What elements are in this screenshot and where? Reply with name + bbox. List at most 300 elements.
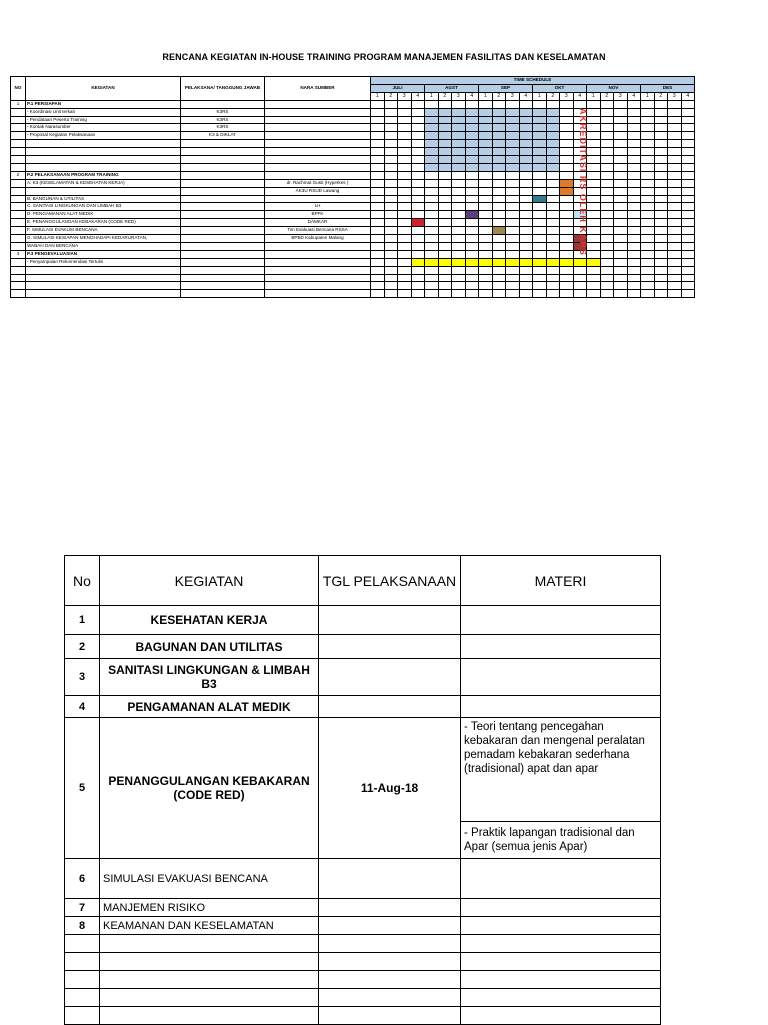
schedule-cell: [479, 235, 493, 243]
schedule-cell: [371, 282, 385, 290]
schedule-cell: [506, 258, 520, 266]
schedule-cell: [438, 195, 452, 203]
materi-row-materi: [461, 635, 661, 659]
section-row: [11, 100, 695, 108]
schedule-cell: [519, 156, 533, 164]
schedule-cell: [533, 100, 547, 108]
schedule-cell: [600, 203, 614, 211]
schedule-cell: [479, 195, 493, 203]
schedule-cell: [411, 235, 425, 243]
week-number: 2: [492, 92, 506, 100]
schedule-cell: [654, 250, 668, 258]
schedule-cell: [371, 100, 385, 108]
schedule-cell: [425, 203, 439, 211]
schedule-cell: [425, 282, 439, 290]
schedule-cell: [425, 258, 439, 266]
schedule-cell: [384, 108, 398, 116]
schedule-cell: [438, 274, 452, 282]
materi-row-materi: [461, 718, 661, 859]
row-kegiatan: - Kontak Narasumber: [26, 124, 181, 132]
materi-row-kegiatan: PENGAMANAN ALAT MEDIK: [100, 696, 319, 718]
schedule-cell: [560, 116, 574, 124]
schedule-cell: [614, 274, 628, 282]
schedule-cell: [546, 148, 560, 156]
schedule-cell: [668, 250, 682, 258]
row-pelaksana: [181, 203, 265, 211]
schedule-cell: [384, 140, 398, 148]
schedule-cell: [668, 108, 682, 116]
schedule-cell: [465, 140, 479, 148]
schedule-cell: [465, 227, 479, 235]
schedule-cell: [384, 250, 398, 258]
schedule-cell: [546, 211, 560, 219]
row-no: [11, 148, 26, 156]
schedule-cell: [384, 282, 398, 290]
schedule-cell: [465, 116, 479, 124]
schedule-cell: [627, 124, 641, 132]
schedule-cell: [681, 242, 695, 250]
schedule-cell: [533, 140, 547, 148]
schedule-cell: [627, 266, 641, 274]
schedule-cell: [452, 179, 466, 187]
schedule-cell: [668, 227, 682, 235]
schedule-cell: [479, 140, 493, 148]
section-row: [11, 171, 695, 179]
schedule-cell: [492, 219, 506, 227]
schedule-cell: [560, 242, 574, 250]
table-row: [11, 163, 695, 171]
row-kegiatan: P.1 PERSIAPAN: [26, 100, 181, 108]
schedule-cell: [614, 266, 628, 274]
schedule-cell: [371, 235, 385, 243]
schedule-cell: [411, 258, 425, 266]
schedule-cell: [519, 124, 533, 132]
schedule-cell: [560, 235, 574, 243]
week-number: 1: [587, 92, 601, 100]
schedule-cell: [384, 227, 398, 235]
schedule-cell: [668, 140, 682, 148]
schedule-cell: [668, 195, 682, 203]
schedule-cell: [411, 116, 425, 124]
schedule-cell: [627, 274, 641, 282]
schedule-cell: [519, 282, 533, 290]
schedule-cell: [438, 116, 452, 124]
row-no: [11, 179, 26, 187]
row-pelaksana: [181, 235, 265, 243]
schedule-cell: [492, 163, 506, 171]
schedule-cell: [600, 195, 614, 203]
schedule-cell: [452, 163, 466, 171]
schedule-cell: [654, 163, 668, 171]
schedule-cell: [398, 290, 412, 298]
schedule-cell: [614, 250, 628, 258]
schedule-cell: [546, 124, 560, 132]
schedule-cell: [384, 100, 398, 108]
row-no: [11, 219, 26, 227]
schedule-cell: [398, 266, 412, 274]
schedule-cell: [384, 235, 398, 243]
schedule-cell: [519, 227, 533, 235]
table-row: [65, 971, 661, 989]
schedule-cell: [438, 108, 452, 116]
schedule-cell: [614, 179, 628, 187]
row-nara-sumber: DAMKAR: [265, 219, 371, 227]
schedule-cell: [654, 290, 668, 298]
schedule-cell: [654, 156, 668, 164]
schedule-cell: [627, 140, 641, 148]
schedule-cell: [668, 171, 682, 179]
materi-row-tgl: [319, 859, 461, 899]
schedule-cell: [411, 179, 425, 187]
table-row: [65, 696, 661, 718]
schedule-cell: [533, 290, 547, 298]
schedule-cell: [641, 171, 655, 179]
schedule-cell: [465, 163, 479, 171]
schedule-cell: [668, 211, 682, 219]
materi-header-materi: MATERI: [461, 556, 661, 606]
schedule-cell: [384, 116, 398, 124]
materi-row-no: [65, 935, 100, 953]
schedule-cell: [506, 250, 520, 258]
schedule-cell: [519, 100, 533, 108]
schedule-cell: [641, 163, 655, 171]
schedule-cell: [614, 132, 628, 140]
materi-row-kegiatan: [100, 1007, 319, 1025]
schedule-cell: [384, 132, 398, 140]
schedule-cell: [546, 242, 560, 250]
schedule-cell: [614, 258, 628, 266]
schedule-cell: [627, 195, 641, 203]
schedule-cell: [641, 282, 655, 290]
schedule-cell: [371, 108, 385, 116]
schedule-cell: [398, 108, 412, 116]
materi-row-materi: [461, 606, 661, 635]
schedule-cell: [492, 156, 506, 164]
row-no: [11, 116, 26, 124]
schedule-cell: [371, 124, 385, 132]
row-nara-sumber: [265, 132, 371, 140]
schedule-cell: [384, 187, 398, 195]
schedule-cell: [506, 148, 520, 156]
row-no: 2: [11, 171, 26, 179]
schedule-cell: [641, 148, 655, 156]
document-title: RENCANA KEGIATAN IN-HOUSE TRAINING PROGRAM MANAJEMEN FASILITAS DAN KESELAMATAN: [162, 52, 606, 62]
row-nara-sumber: [265, 258, 371, 266]
schedule-cell: [546, 132, 560, 140]
schedule-cell: [506, 171, 520, 179]
table-row: [11, 148, 695, 156]
schedule-cell: [465, 203, 479, 211]
schedule-cell: [668, 274, 682, 282]
schedule-cell: [533, 227, 547, 235]
schedule-cell: [438, 156, 452, 164]
row-kegiatan: - Pendataan Peserta Training: [26, 116, 181, 124]
schedule-cell: [492, 124, 506, 132]
schedule-cell: [425, 235, 439, 243]
schedule-cell: [614, 148, 628, 156]
row-no: [11, 156, 26, 164]
table-row: [65, 859, 661, 899]
schedule-cell: [398, 203, 412, 211]
week-number: 3: [614, 92, 628, 100]
schedule-cell: [573, 100, 587, 108]
row-nara-sumber: [265, 116, 371, 124]
schedule-cell: [546, 274, 560, 282]
schedule-cell: [668, 282, 682, 290]
row-pelaksana: K3RS: [181, 116, 265, 124]
schedule-cell: [479, 290, 493, 298]
schedule-cell: [506, 132, 520, 140]
schedule-cell: [506, 274, 520, 282]
schedule-cell: [465, 108, 479, 116]
schedule-cell: [411, 171, 425, 179]
schedule-cell: [560, 203, 574, 211]
schedule-cell: [479, 211, 493, 219]
schedule-cell: [398, 179, 412, 187]
schedule-cell: [641, 250, 655, 258]
schedule-cell: [371, 290, 385, 298]
materi-row-no: [65, 1007, 100, 1025]
schedule-cell: [384, 179, 398, 187]
schedule-cell: [519, 116, 533, 124]
schedule-cell: [492, 235, 506, 243]
schedule-cell: [371, 274, 385, 282]
schedule-cell: [560, 258, 574, 266]
schedule-cell: [452, 195, 466, 203]
schedule-cell: [681, 132, 695, 140]
schedule-cell: [600, 219, 614, 227]
schedule-cell: [627, 227, 641, 235]
schedule-cell: [641, 290, 655, 298]
schedule-cell: [411, 108, 425, 116]
schedule-cell: [398, 235, 412, 243]
schedule-cell: [681, 187, 695, 195]
row-nara-sumber: [265, 163, 371, 171]
schedule-cell: [371, 140, 385, 148]
schedule-cell: [506, 140, 520, 148]
schedule-cell: [560, 219, 574, 227]
row-no: [11, 274, 26, 282]
schedule-cell: [492, 116, 506, 124]
schedule-cell: [533, 132, 547, 140]
row-no: [11, 132, 26, 140]
schedule-cell: [560, 108, 574, 116]
schedule-cell: [452, 235, 466, 243]
row-kegiatan: C. SANITASI LINGKUNGAN DAN LIMBAH B3: [26, 203, 181, 211]
schedule-cell: [546, 108, 560, 116]
schedule-cell: [533, 148, 547, 156]
table-row: [65, 635, 661, 659]
month-header: OKT: [533, 84, 587, 92]
schedule-cell: [641, 219, 655, 227]
schedule-cell: [452, 100, 466, 108]
row-nara-sumber: BPFK: [265, 211, 371, 219]
week-number: 2: [600, 92, 614, 100]
schedule-cell: [546, 187, 560, 195]
schedule-cell: [641, 274, 655, 282]
schedule-cell: [465, 195, 479, 203]
schedule-cell: [587, 100, 601, 108]
schedule-cell: [479, 156, 493, 164]
schedule-cell: [546, 140, 560, 148]
schedule-cell: [546, 179, 560, 187]
schedule-cell: [654, 171, 668, 179]
schedule-cell: [465, 124, 479, 132]
schedule-cell: [384, 195, 398, 203]
materi-row-materi: [461, 659, 661, 696]
schedule-cell: [465, 211, 479, 219]
materi-row-kegiatan: [100, 953, 319, 971]
schedule-cell: [411, 132, 425, 140]
materi-row-materi: [461, 971, 661, 989]
materi-row-tgl: [319, 989, 461, 1007]
schedule-cell: [371, 219, 385, 227]
schedule-cell: [533, 116, 547, 124]
schedule-cell: [438, 235, 452, 243]
row-no: 3: [11, 250, 26, 258]
schedule-cell: [438, 290, 452, 298]
row-nara-sumber: [265, 242, 371, 250]
schedule-cell: [438, 219, 452, 227]
schedule-cell: [519, 219, 533, 227]
table-row: [11, 266, 695, 274]
schedule-cell: [627, 290, 641, 298]
schedule-cell: [492, 148, 506, 156]
schedule-cell: [492, 250, 506, 258]
schedule-cell: [452, 124, 466, 132]
row-kegiatan: [26, 290, 181, 298]
row-pelaksana: [181, 219, 265, 227]
schedule-cell: [627, 116, 641, 124]
schedule-cell: [654, 108, 668, 116]
schedule-cell: [425, 195, 439, 203]
schedule-cell: [654, 203, 668, 211]
schedule-cell: [411, 100, 425, 108]
schedule-cell: [573, 274, 587, 282]
schedule-cell: [398, 148, 412, 156]
table-row: [11, 203, 695, 211]
schedule-cell: [492, 108, 506, 116]
schedule-cell: [438, 100, 452, 108]
materi-header-tgl: TGL PELAKSANAAN: [319, 556, 461, 606]
schedule-cell: [479, 187, 493, 195]
schedule-cell: [438, 179, 452, 187]
materi-row-kegiatan: [100, 935, 319, 953]
schedule-cell: [614, 219, 628, 227]
table-row: [11, 227, 695, 235]
schedule-cell: [398, 219, 412, 227]
week-number: 4: [519, 92, 533, 100]
row-pelaksana: [181, 290, 265, 298]
row-kegiatan: F. SIMULASI EVAKUSI BENCANA: [26, 227, 181, 235]
schedule-cell: [384, 274, 398, 282]
schedule-cell: [398, 250, 412, 258]
schedule-cell: [668, 148, 682, 156]
materi-text-theory: - Teori tentang pencegahan kebakaran dan mengenal peralatan pemadam kebakaran sederhana (tradisional) apat dan apar: [461, 718, 660, 822]
schedule-cell: [600, 100, 614, 108]
schedule-cell: [654, 195, 668, 203]
schedule-cell: [600, 274, 614, 282]
schedule-cell: [654, 211, 668, 219]
schedule-cell: [641, 156, 655, 164]
table-row: [65, 989, 661, 1007]
schedule-cell: [600, 282, 614, 290]
week-number: 3: [452, 92, 466, 100]
schedule-cell: [546, 100, 560, 108]
schedule-cell: [411, 266, 425, 274]
schedule-cell: [668, 235, 682, 243]
schedule-cell: [546, 290, 560, 298]
schedule-cell: [627, 179, 641, 187]
materi-row-tgl: [319, 953, 461, 971]
schedule-cell: [479, 108, 493, 116]
schedule-cell: [681, 171, 695, 179]
schedule-cell: [600, 116, 614, 124]
schedule-cell: [560, 282, 574, 290]
materi-table: [64, 555, 661, 1025]
schedule-cell: [371, 242, 385, 250]
schedule-cell: [654, 227, 668, 235]
materi-row-no: 5: [65, 718, 100, 859]
schedule-cell: [384, 203, 398, 211]
schedule-cell: [492, 195, 506, 203]
table-row: [11, 290, 695, 298]
row-pelaksana: [181, 274, 265, 282]
schedule-cell: [560, 156, 574, 164]
schedule-cell: [654, 132, 668, 140]
schedule-cell: [452, 282, 466, 290]
row-no: [11, 203, 26, 211]
schedule-cell: [600, 266, 614, 274]
schedule-cell: [654, 100, 668, 108]
row-nara-sumber: [265, 171, 371, 179]
row-kegiatan: [26, 266, 181, 274]
schedule-cell: [627, 250, 641, 258]
schedule-cell: [546, 203, 560, 211]
row-nara-sumber: [265, 282, 371, 290]
schedule-cell: [641, 195, 655, 203]
schedule-cell: [492, 179, 506, 187]
schedule-cell: [425, 132, 439, 140]
schedule-cell: [465, 156, 479, 164]
schedule-cell: [465, 258, 479, 266]
schedule-cell: [519, 108, 533, 116]
row-no: [11, 235, 26, 243]
materi-text-practice: - Praktik lapangan tradisional dan Apar (semua jenis Apar): [464, 827, 635, 853]
schedule-cell: [546, 227, 560, 235]
schedule-cell: [560, 187, 574, 195]
table-row: [11, 195, 695, 203]
schedule-cell: [425, 171, 439, 179]
row-no: [11, 258, 26, 266]
week-number: 4: [573, 92, 587, 100]
schedule-cell: [425, 116, 439, 124]
schedule-cell: [668, 242, 682, 250]
table-row: [11, 132, 695, 140]
row-no: [11, 242, 26, 250]
table-row: [65, 718, 661, 859]
materi-row-materi: [461, 935, 661, 953]
materi-row-no: 7: [65, 899, 100, 917]
schedule-cell: [627, 258, 641, 266]
week-number: 4: [411, 92, 425, 100]
materi-row-kegiatan: KESEHATAN KERJA: [100, 606, 319, 635]
materi-row-tgl: [319, 899, 461, 917]
row-kegiatan: - Koordinasi Unit terkait: [26, 108, 181, 116]
schedule-cell: [600, 211, 614, 219]
schedule-cell: [425, 163, 439, 171]
row-pelaksana: [181, 195, 265, 203]
